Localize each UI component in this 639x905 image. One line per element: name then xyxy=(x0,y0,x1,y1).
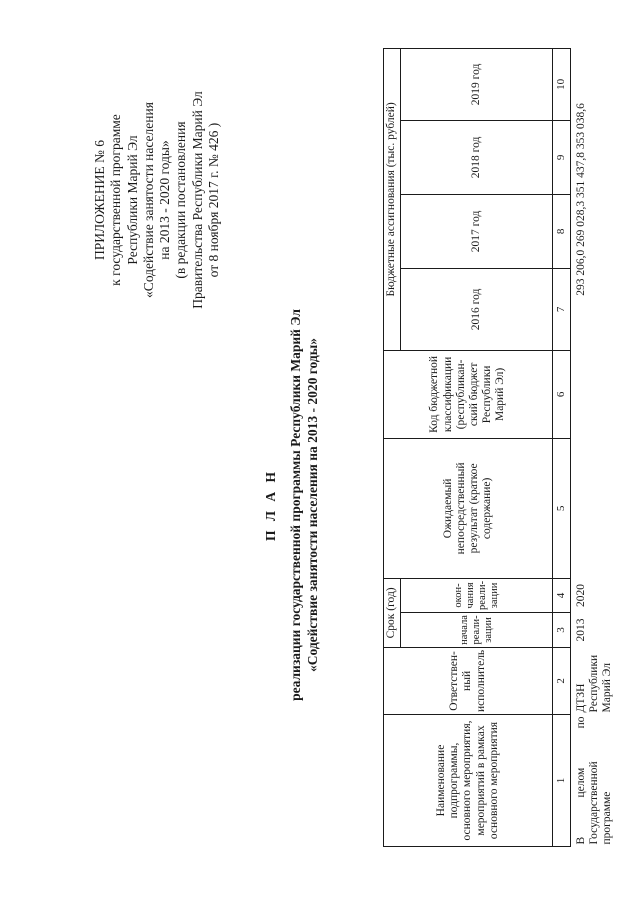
row-name-word: В xyxy=(575,836,587,845)
header-budget: Бюджетные ассигнования (тыс. рублей) xyxy=(384,48,401,350)
column-number: 7 xyxy=(553,268,571,350)
column-number: 1 xyxy=(553,715,571,847)
appendix-block xyxy=(92,35,222,365)
header-executor: Ответствен- ный исполнитель xyxy=(384,647,553,714)
column-number: 2 xyxy=(553,647,571,714)
appendix-line: Правительства Республики Марий Эл xyxy=(189,91,205,309)
row-budget-values: 293 206,0 269 028,3 351 437,8 353 038,6 xyxy=(575,103,587,296)
column-number: 3 xyxy=(553,613,571,648)
appendix-line: на 2013 - 2020 годы» xyxy=(157,140,173,260)
header-name: Наименование подпрограммы, основного мероприятия, мероприятий в рамках основного мероприятия xyxy=(384,715,553,847)
header-year-2018: 2018 год xyxy=(401,120,553,194)
column-number: 10 xyxy=(553,48,571,120)
row-name-word: по xyxy=(575,716,587,729)
column-number: 9 xyxy=(553,120,571,194)
column-number: 4 xyxy=(553,578,571,612)
plan-heading: П Л А Н xyxy=(263,469,278,541)
appendix-line: Республики Марий Эл xyxy=(124,135,140,265)
header-year-2016: 2016 год xyxy=(401,268,553,350)
row-name xyxy=(571,715,616,847)
table-header-row xyxy=(384,48,401,846)
header-term-end: окон- чания реали- зации xyxy=(401,578,553,612)
column-number: 8 xyxy=(553,194,571,268)
header-term: Срок (год) xyxy=(384,578,401,647)
row-executor: ДТЗН Республики Марий Эл xyxy=(575,654,614,713)
appendix-line: (в редакции постановления xyxy=(173,121,189,279)
column-number: 6 xyxy=(553,350,571,438)
plan-title xyxy=(262,255,321,755)
column-number: 5 xyxy=(553,438,571,578)
plan-subtitle: реализации государственной программы Республики Марий Эл xyxy=(288,309,303,701)
table-row xyxy=(571,48,616,846)
plan-table xyxy=(383,48,616,847)
appendix-heading: ПРИЛОЖЕНИЕ № 6 xyxy=(92,139,107,261)
appendix-line: от 8 ноября 2017 г. № 426 ) xyxy=(206,122,222,278)
appendix-line: к государственной программе xyxy=(108,114,124,286)
row-start-year: 2013 xyxy=(575,618,587,642)
row-name-rest: Государственной программе xyxy=(588,761,614,845)
header-term-start: начала реали- зации xyxy=(401,613,553,648)
header-year-2019: 2019 год xyxy=(401,48,553,120)
row-end-year: 2020 xyxy=(575,583,587,607)
plan-program-name: «Содействие занятости населения на 2013 - 2020 годы» xyxy=(305,337,320,673)
row-name-word: целом xyxy=(575,767,587,798)
column-numbers-row xyxy=(553,48,571,846)
header-year-2017: 2017 год xyxy=(401,194,553,268)
header-result: Ожидаемый непосредственный результат (краткое содержание) xyxy=(384,438,553,578)
header-budget-code: Код бюджетной классификации (республикан- ский бюджет Республики Марий Эл) xyxy=(384,350,553,438)
appendix-line: «Содействие занятости населения xyxy=(140,102,156,298)
